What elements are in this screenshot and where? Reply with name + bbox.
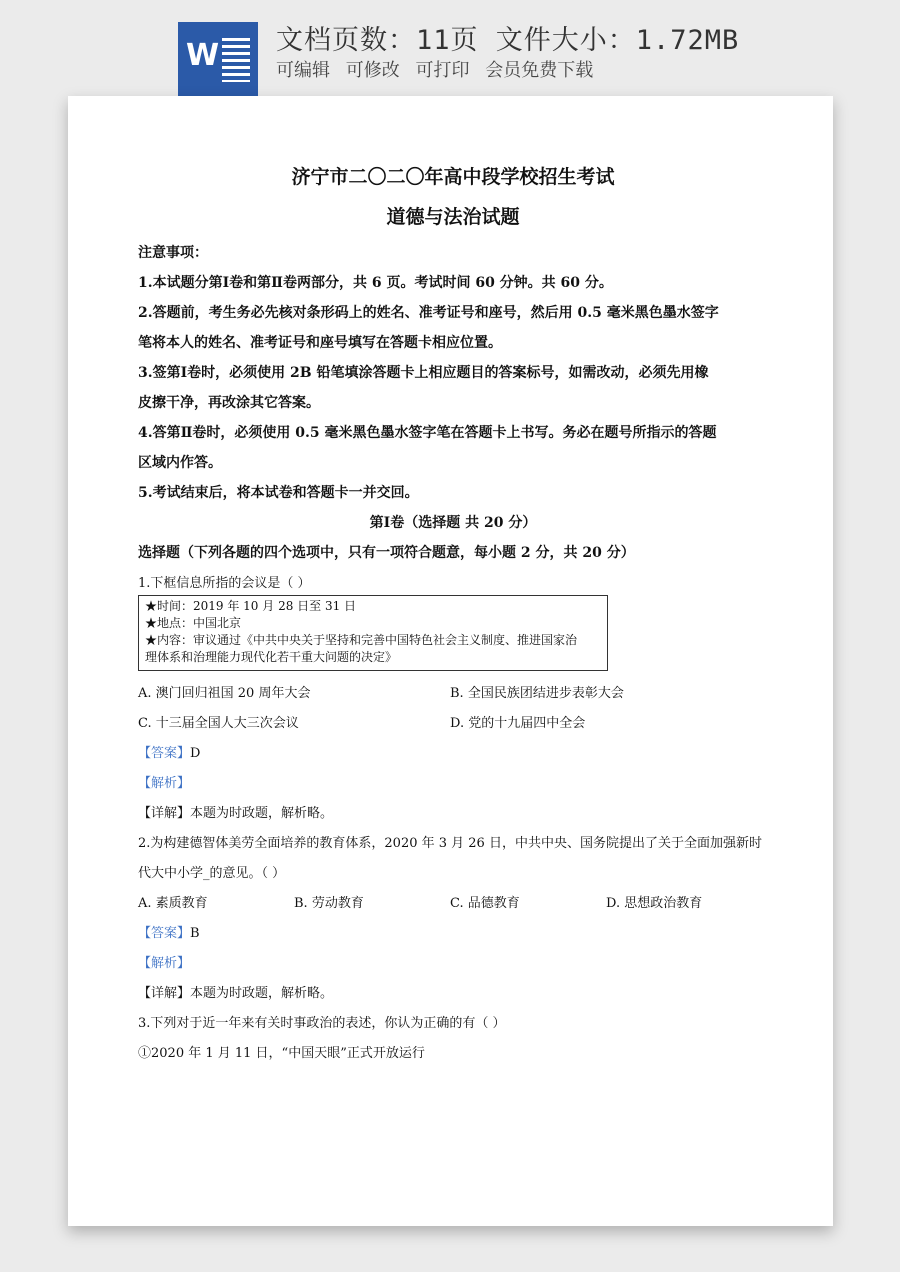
- answer-label: 【答案】: [138, 746, 191, 761]
- question-2-analysis-label: 【解析】: [138, 956, 191, 971]
- question-2-answer: [138, 922, 200, 941]
- question-1-detail: 【详解】本题为时政题，解析略。: [138, 806, 334, 821]
- answer-label: 【答案】: [138, 926, 191, 941]
- notice-line: 皮擦干净，再改涂其它答案。: [138, 395, 320, 411]
- section-instruction: 选择题（下列各题的四个选项中，只有一项符合题意，每小题 2 分，共 20 分）: [138, 545, 635, 561]
- file-info: 文档页数：11页 文件大小：1.72MB: [276, 25, 740, 56]
- feature-list: [276, 56, 603, 82]
- document-lines-icon: [222, 38, 250, 82]
- feature-modifiable: 可修改: [345, 60, 400, 81]
- question-1-analysis-label: 【解析】: [138, 776, 191, 791]
- feature-editable: 可编辑: [276, 60, 330, 81]
- notice-line: 区域内作答。: [138, 455, 222, 471]
- exam-subject: 道德与法治试题: [386, 206, 520, 228]
- notice-line: 笔将本人的姓名、准考证号和座号填写在答题卡相应位置。: [138, 335, 502, 351]
- answer-value: B: [190, 926, 200, 941]
- question-2-stem: 2.为构建德智体美劳全面培养的教育体系，2020 年 3 月 26 日，中共中央、国务院提出了关于全面加强新时: [138, 836, 762, 851]
- answer-value: D: [190, 746, 201, 761]
- notice-line: 4.答第Ⅱ卷时，必须使用 0.5 毫米黑色墨水签字笔在答题卡上书写。务必在题号所指示的答题: [138, 425, 717, 441]
- section-title: 第Ⅰ卷（选择题 共 20 分）: [369, 515, 537, 531]
- notice-line: 2.答题前，考生务必先核对条形码上的姓名、准考证号和座号，然后用 0.5 毫米黑色墨水签字: [138, 305, 719, 321]
- info-box-line: ★时间：2019 年 10 月 28 日至 31 日: [145, 599, 357, 613]
- question-3-item-1: ①2020 年 1 月 11 日，“中国天眼”正式开放运行: [138, 1046, 425, 1061]
- exam-title: 济宁市二〇二〇年高中段学校招生考试: [291, 166, 615, 188]
- document-page: [68, 96, 833, 1226]
- question-2-option-b: B. 劳动教育: [294, 896, 364, 911]
- word-document-icon: W: [178, 22, 258, 96]
- question-1-option-a: A. 澳门回归祖国 20 周年大会: [138, 686, 311, 701]
- notice-heading: 注意事项：: [138, 245, 208, 261]
- question-1-option-c: C. 十三届全国人大三次会议: [138, 716, 299, 731]
- info-box-line: ★地点：中国北京: [145, 616, 242, 630]
- notice-line: 1.本试题分第Ⅰ卷和第Ⅱ卷两部分，共 6 页。考试时间 60 分钟。共 60 分。: [138, 275, 613, 291]
- question-1-option-b: B. 全国民族团结进步表彰大会: [450, 686, 624, 701]
- feature-member-download: 会员免费下载: [485, 60, 594, 81]
- feature-printable: 可打印: [415, 60, 470, 81]
- question-1-answer: [138, 742, 200, 761]
- question-2-stem-cont: 代大中小学_的意见。（ ）: [138, 866, 286, 881]
- question-2-detail: 【详解】本题为时政题，解析略。: [138, 986, 334, 1001]
- notice-line: 5.考试结束后，将本试卷和答题卡一并交回。: [138, 485, 419, 501]
- question-2-option-c: C. 品德教育: [450, 896, 520, 911]
- download-banner: [0, 0, 900, 96]
- question-2-option-d: D. 思想政治教育: [606, 896, 703, 911]
- question-1-info-box: [138, 595, 608, 671]
- info-box-line: ★内容：审议通过《中共中央关于坚持和完善中国特色社会主义制度、推进国家治: [145, 633, 578, 647]
- notice-line: 3.签第Ⅰ卷时，必须使用 2B 铅笔填涂答题卡上相应题目的答案标号，如需改动，必须先用橡: [138, 365, 709, 381]
- question-3-stem: 3.下列对于近一年来有关时事政治的表述，你认为正确的有（ ）: [138, 1016, 506, 1031]
- question-2-option-a: A. 素质教育: [138, 896, 208, 911]
- question-1-option-d: D. 党的十九届四中全会: [450, 716, 586, 731]
- info-box-line: 理体系和治理能力现代化若干重大问题的决定》: [145, 650, 398, 664]
- question-1-stem: 1.下框信息所指的会议是（ ）: [138, 576, 311, 591]
